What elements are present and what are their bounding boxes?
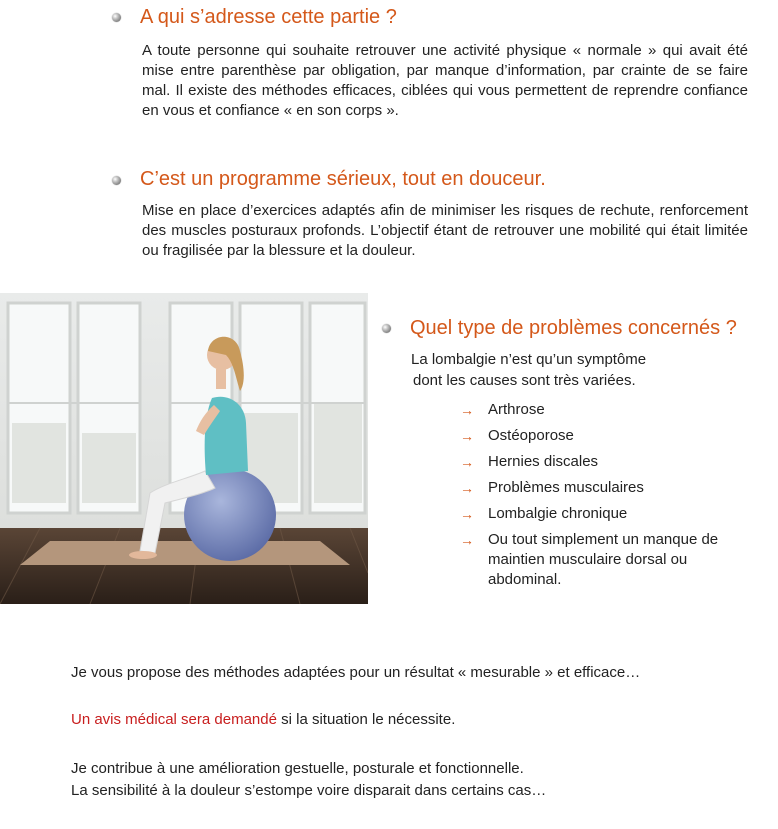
medical-advice-highlight: Un avis médical sera demandé bbox=[71, 711, 277, 728]
footer-line4: La sensibilité à la douleur s’estompe voire disparait dans certains cas… bbox=[71, 782, 547, 799]
bullet-icon bbox=[112, 13, 121, 22]
arrow-right-icon: → bbox=[460, 428, 474, 444]
list-item bbox=[460, 426, 760, 446]
list-item bbox=[460, 452, 760, 472]
section1-text: A toute personne qui souhaite retrouver une activité physique « normale » qui avait été mise entre parenthèse par obligation, par manque d’information, par crainte de se faire mal. Il existe des méthodes efficaces, ciblées qui vous permettent de reprendre confiance en vous et confiance « en son corps ». bbox=[142, 42, 748, 119]
footer-line1: Je vous propose des méthodes adaptées pour un résultat « mesurable » et efficace… bbox=[71, 664, 641, 681]
list-item-label: Ostéoporose bbox=[488, 427, 574, 444]
list-item bbox=[460, 530, 758, 590]
list-item-label: Ou tout simplement un manque de maintien musculaire dorsal ou abdominal. bbox=[488, 531, 719, 588]
arrow-right-icon: → bbox=[460, 532, 474, 548]
woman-on-exercise-ball-photo bbox=[0, 293, 368, 604]
bullet-icon bbox=[112, 176, 121, 185]
arrow-right-icon: → bbox=[460, 402, 474, 418]
list-item bbox=[460, 400, 760, 420]
section3-intro-line2: dont les causes sont très variées. bbox=[413, 372, 636, 389]
section1-heading: A qui s’adresse cette partie ? bbox=[140, 6, 397, 28]
list-item-label: Lombalgie chronique bbox=[488, 505, 628, 522]
arrow-right-icon: → bbox=[460, 506, 474, 522]
list-item-label: Hernies discales bbox=[488, 453, 599, 470]
list-item-label: Problèmes musculaires bbox=[488, 479, 644, 496]
section2-text: Mise en place d’exercices adaptés afin de minimiser les risques de rechute, renforcement des muscles posturaux profonds. L’objectif étant de retrouver une mobilité qui était limitée ou fragilisée par la blessure et la douleur. bbox=[142, 202, 748, 259]
arrow-right-icon: → bbox=[460, 480, 474, 496]
arrow-right-icon: → bbox=[460, 454, 474, 470]
section3-heading: Quel type de problèmes concernés ? bbox=[410, 317, 737, 339]
bullet-icon bbox=[382, 324, 391, 333]
footer-line3: Je contribue à une amélioration gestuelle, posturale et fonctionnelle. bbox=[71, 760, 524, 777]
footer-line2 bbox=[71, 710, 455, 730]
list-item-label: Arthrose bbox=[488, 401, 545, 418]
list-item bbox=[460, 504, 760, 524]
list-item bbox=[460, 478, 760, 498]
section3-intro-line1: La lombalgie n’est qu’un symptôme bbox=[411, 351, 647, 368]
section2-heading: C’est un programme sérieux, tout en douceur. bbox=[140, 168, 546, 190]
footer-line2-rest: si la situation le nécessite. bbox=[276, 711, 456, 728]
problem-list bbox=[460, 400, 760, 590]
